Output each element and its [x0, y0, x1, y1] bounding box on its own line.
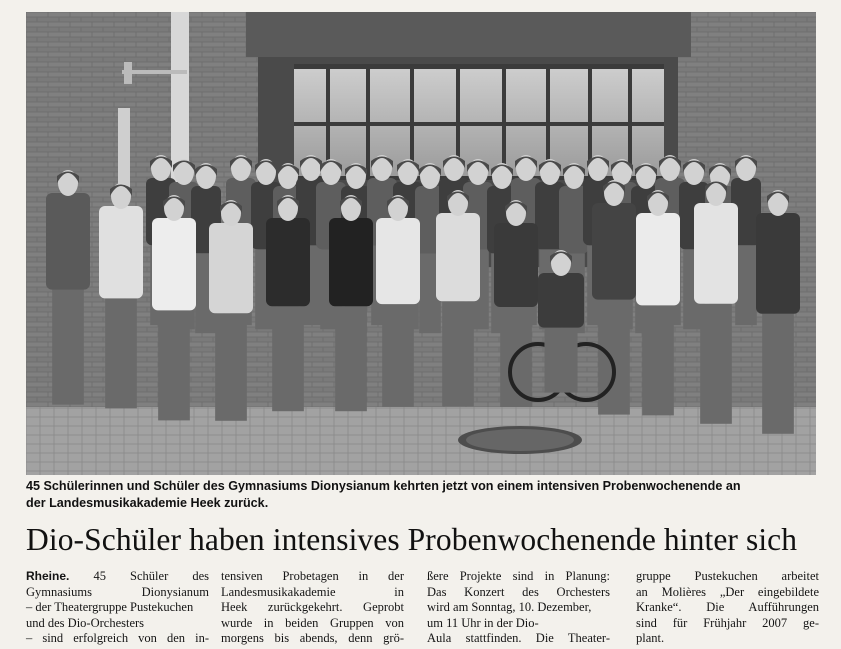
article-line: – der Theatergruppe Pustekuchen und des Dio-Orchesters	[26, 600, 194, 630]
wall-plaque	[118, 108, 130, 188]
student-figure	[756, 190, 800, 434]
pavement	[26, 407, 816, 475]
article-line: wird am Sonntag, 10. Dezember, um 11 Uhr in der Dio-	[427, 600, 592, 630]
article-line: an Molières „Der eingebildete	[636, 584, 819, 599]
article-column-1	[26, 569, 209, 647]
article-line: gruppe Pustekuchen arbeitet	[636, 569, 819, 583]
student-figure	[99, 183, 143, 408]
article-line: morgens bis abends, denn grö-	[221, 631, 404, 646]
article-line: Aula stattfinden. Die Theater-	[427, 631, 610, 646]
caption-line-1: 45 Schülerinnen und Schüler des Gymnasiums Dionysianum kehrten jetzt von einem intensiven Probenwochenende an	[26, 479, 741, 493]
article-column-3	[427, 569, 610, 647]
article-line: plant.	[636, 631, 665, 646]
article-line: Gymnasiums Dionysianum	[26, 584, 209, 599]
article-line: Kranke“. Die Aufführungen	[636, 600, 819, 615]
student-figure	[209, 200, 253, 421]
student-figure	[266, 195, 310, 411]
group-photo	[26, 12, 816, 475]
student-figure	[636, 190, 680, 415]
article-line: Das Konzert des Orchesters	[427, 584, 610, 599]
student-figure	[152, 195, 196, 420]
article-line: wurde in beiden Gruppen von	[221, 615, 404, 630]
wall-window	[171, 12, 189, 182]
article-line: ßere Projekte sind in Planung:	[427, 569, 610, 583]
photo-caption	[26, 478, 821, 512]
article-body	[26, 569, 821, 649]
article-line: tensiven Probetagen in der	[221, 569, 404, 583]
article-line: 45 Schüler des	[69, 569, 209, 583]
article-headline: Dio-Schüler haben intensives Probenwochenende hinter sich	[26, 522, 798, 557]
student-figure	[694, 180, 738, 424]
caption-line-2: der Landesmusikakademie Heek zurück.	[26, 496, 269, 510]
student-figure	[329, 195, 373, 411]
article-column-4	[636, 569, 819, 647]
article-line: sind für Frühjahr 2007 ge-	[636, 615, 819, 630]
student-figure	[494, 200, 538, 407]
article-dateline: Rheine.	[26, 569, 70, 583]
group-photo-icon	[26, 12, 816, 475]
student-figure	[436, 190, 480, 406]
article-column-2	[221, 569, 404, 647]
entrance-canopy	[246, 12, 691, 57]
article-line: Landesmusikakademie in	[221, 584, 404, 599]
student-figure	[376, 195, 420, 407]
student-figure	[46, 170, 90, 405]
article-line: – sind erfolgreich von den in-	[26, 631, 209, 646]
article-line: Heek zurückgekehrt. Geprobt	[221, 600, 404, 615]
